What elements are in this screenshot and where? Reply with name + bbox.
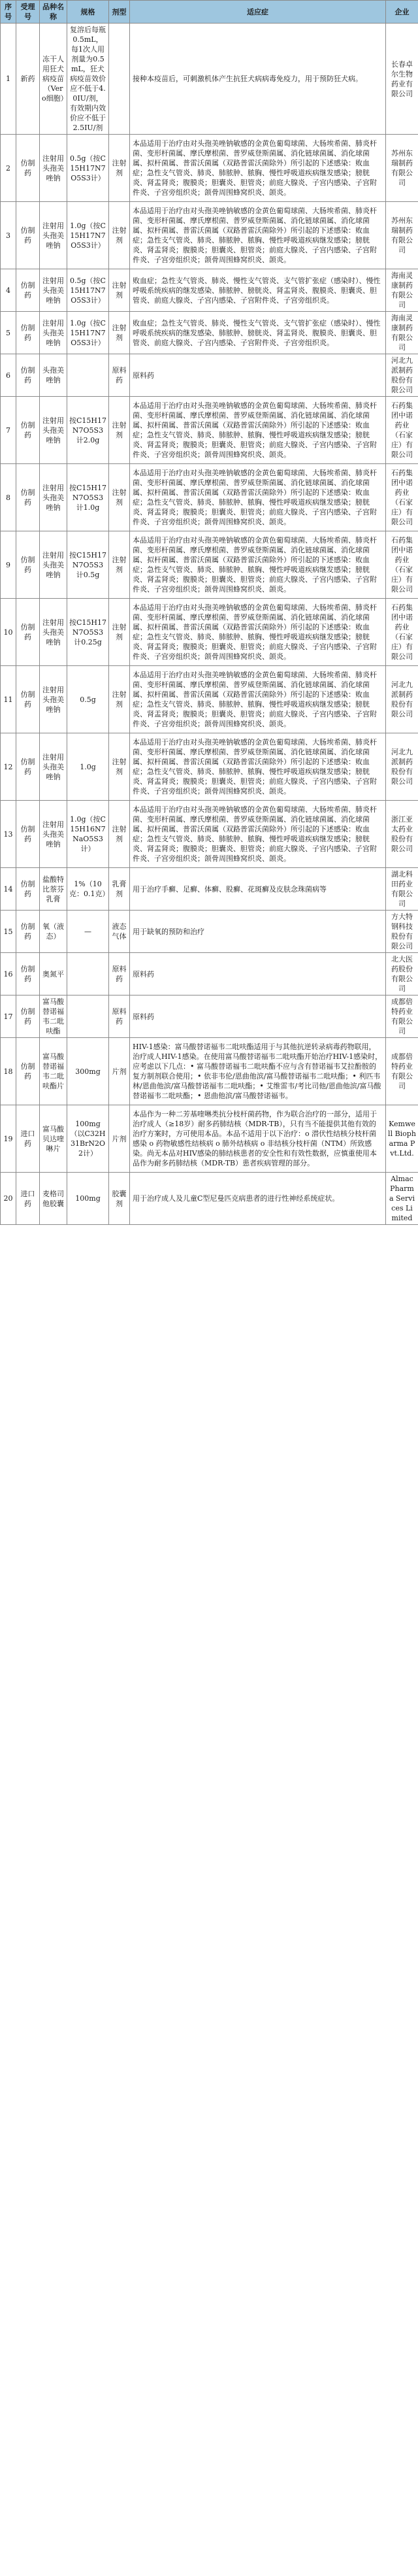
row-drug-name: 注射用头孢美唑钠 [40,202,67,269]
row-company: 石药集团中诺药业（石家庄）有限公司 [386,464,418,531]
row-number: 2 [1,135,16,202]
row-number: 5 [1,312,16,354]
row-drug-name: 奥氮平 [40,953,67,995]
row-dosage-form: 注射剂 [109,666,130,733]
row-type: 仿制药 [16,868,40,911]
row-indication: 本品适用于治疗由对头孢美唑钠敏感的金黄色葡萄球菌、大肠埃希菌、肺炎杆菌、变形杆菌属、摩氏摩根菌、普罗威登斯菌属、消化链球菌属、消化球菌属、拟杆菌属、普雷沃菌属（双路普雷沃菌除外）所引起的下述感染：败血症；急性支气管炎、肺炎、肺脓肿、脓胸、慢性呼吸道疾病继发感染；膀胱炎、肾盂肾炎；腹膜炎；胆囊炎、胆管炎；前庭大腺炎、子宫内感染、子宫附件炎、子宫旁组织炎；颌骨周围蜂窝织炎、颌炎。 [130,531,386,599]
row-company: 海南灵康制药有限公司 [386,312,418,354]
table-row [1,1105,418,1173]
row-indication: 败血症；急性支气管炎、肺炎、慢性支气管炎、支气管扩张症（感染时）、慢性呼吸系统疾病的继发感染、肺脓肿、膀胱炎、肾盂肾炎、腹膜炎、胆囊炎、胆管炎、前庭大腺炎、子宫内感染、子宫附件炎、子宫旁组织炎。 [130,312,386,354]
row-drug-name: 盐酸特比萘芬乳膏 [40,868,67,911]
row-drug-name: 富马酸替诺福韦二吡呋酯片 [40,1038,67,1105]
row-type: 仿制药 [16,354,40,397]
row-spec: 0.5g [67,666,109,733]
row-spec: 按C15H17N7O5S3计0.25g [67,599,109,666]
table-row [1,953,418,995]
row-drug-name: 注射用头孢美唑钠 [40,464,67,531]
row-drug-name: 注射用头孢美唑钠 [40,801,67,868]
row-dosage-form: 注射剂 [109,202,130,269]
row-drug-name: 注射用头孢美唑钠 [40,312,67,354]
row-indication: 败血症；急性支气管炎、肺炎、慢性支气管炎、支气管扩张症（感染时）、慢性呼吸系统疾病的继发感染、肺脓肿、膀胱炎、肾盂肾炎、腹膜炎、胆囊炎、胆管炎、前庭大腺炎、子宫内感染、子宫附件炎、子宫旁组织炎。 [130,269,386,312]
row-indication: 本品适用于治疗由对头孢美唑钠敏感的金黄色葡萄球菌、大肠埃希菌、肺炎杆菌、变形杆菌属、摩氏摩根菌、普罗威登斯菌属、消化链球菌属、消化球菌属、拟杆菌属、普雷沃菌属（双路普雷沃菌除外）所引起的下述感染：败血症；急性支气管炎、肺炎、肺脓肿、脓胸、慢性呼吸道疾病继发感染；膀胱炎、肾盂肾炎；腹膜炎；胆囊炎、胆管炎；前庭大腺炎、子宫内感染、子宫附件炎、子宫旁组织炎；颌骨周围蜂窝织炎、颌炎。 [130,202,386,269]
row-company: 石药集团中诺药业（石家庄）有限公司 [386,397,418,464]
table-row [1,269,418,312]
row-type: 仿制药 [16,464,40,531]
row-type: 仿制药 [16,312,40,354]
table-row [1,995,418,1038]
row-number: 18 [1,1038,16,1105]
row-company: 成都倍特药业有限公司 [386,1038,418,1105]
row-number: 20 [1,1173,16,1225]
row-type: 仿制药 [16,599,40,666]
row-spec: 按C15H17N7O5S3计2.0g [67,397,109,464]
row-number: 3 [1,202,16,269]
header-type: 受理号 [16,1,40,24]
row-company: 湖北科田药业有限公司 [386,868,418,911]
row-company: 河北九派制药股份有限公司 [386,666,418,733]
row-drug-name: 氧（液态） [40,911,67,953]
row-spec [67,995,109,1038]
row-dosage-form: 注射剂 [109,464,130,531]
row-dosage-form: 注射剂 [109,531,130,599]
row-spec: 0.5g（按C15H17N7O5S3计） [67,269,109,312]
row-company: 海南灵康制药有限公司 [386,269,418,312]
row-company: 长春卓尔生物药业有限公司 [386,24,418,135]
row-spec: 300mg [67,1038,109,1105]
row-number: 10 [1,599,16,666]
row-dosage-form: 注射剂 [109,269,130,312]
table-row [1,801,418,868]
row-type: 仿制药 [16,135,40,202]
row-drug-name: 富马酸替诺福韦二吡呋酯 [40,995,67,1038]
table-row [1,24,418,135]
row-indication: 用于治疗成人及儿童C型尼曼匹克病患者的进行性神经系统症状。 [130,1173,386,1225]
row-drug-name: 注射用头孢美唑钠 [40,397,67,464]
row-company: Almac Pharma Services Limited [386,1173,418,1225]
row-company: 苏州东瑞制药有限公司 [386,135,418,202]
row-spec: 1.0g（按C15H16N7NaO5S3计） [67,801,109,868]
row-dosage-form: 片剂 [109,1038,130,1105]
row-number: 8 [1,464,16,531]
row-company: 石药集团中诺药业（石家庄）有限公司 [386,531,418,599]
row-indication: 本品适用于治疗由对头孢美唑钠敏感的金黄色葡萄球菌、大肠埃希菌、肺炎杆菌、变形杆菌属、摩氏摩根菌、普罗威登斯菌属、消化链球菌属、消化球菌属、拟杆菌属、普雷沃菌属（双路普雷沃菌除外）所引起的下述感染：败血症；急性支气管炎、肺炎、肺脓肿、脓胸、慢性呼吸道疾病继发感染；膀胱炎、肾盂肾炎；腹膜炎；胆囊炎、胆管炎；前庭大腺炎、子宫内感染、子宫附件炎、子宫旁组织炎；颌骨周围蜂窝织炎、颌炎。 [130,135,386,202]
row-spec: 复溶后每瓶0.5mL，每1次人用剂量为0.5mL，狂犬病疫苗效价应不低于4.0IU/剂，有效期内效价应不低于2.5IU/剂 [67,24,109,135]
row-indication: 本品适用于治疗由对头孢美唑钠敏感的金黄色葡萄球菌、大肠埃希菌、肺炎杆菌、变形杆菌属、摩氏摩根菌、普罗威登斯菌属、消化链球菌属、消化球菌属、拟杆菌属、普雷沃菌属（双路普雷沃菌除外）所引起的下述感染：败血症；急性支气管炎、肺炎、肺脓肿、脓胸、慢性呼吸道疾病继发感染；膀胱炎、肾盂肾炎；腹膜炎；胆囊炎、胆管炎；前庭大腺炎、子宫内感染、子宫附件炎、子宫旁组织炎；颌骨周围蜂窝织炎、颌炎。 [130,733,386,801]
row-number: 14 [1,868,16,911]
row-spec: 100mg [67,1173,109,1225]
row-type: 仿制药 [16,202,40,269]
row-drug-name: 冻干人用狂犬病疫苗（Vero细胞） [40,24,67,135]
row-spec: 1%（10克：0.1克） [67,868,109,911]
row-type: 仿制药 [16,1038,40,1105]
row-type: 进口药 [16,1105,40,1173]
row-type: 进口药 [16,1173,40,1225]
row-number: 19 [1,1105,16,1173]
row-spec [67,953,109,995]
row-company: 河北九派制药股份有限公司 [386,733,418,801]
header-indication: 适应症 [130,1,386,24]
table-row [1,354,418,397]
table-row [1,202,418,269]
row-number: 4 [1,269,16,312]
row-drug-name: 注射用头孢美唑钠 [40,599,67,666]
row-number: 9 [1,531,16,599]
row-drug-name: 头孢美唑钠 [40,354,67,397]
row-drug-name: 注射用头孢美唑钠 [40,733,67,801]
row-type: 仿制药 [16,801,40,868]
row-number: 7 [1,397,16,464]
row-dosage-form: 注射剂 [109,135,130,202]
header-company: 企业 [386,1,418,24]
table-row [1,911,418,953]
row-drug-name: 注射用头孢美唑钠 [40,666,67,733]
row-indication: 用于缺氧的预防和治疗 [130,911,386,953]
table-row [1,312,418,354]
row-dosage-form: 原料药 [109,995,130,1038]
row-dosage-form: 注射剂 [109,312,130,354]
row-company: 浙江亚太药业股份有限公司 [386,801,418,868]
row-indication: 接种本疫苗后，可刺激机体产生抗狂犬病病毒免疫力，用于预防狂犬病。 [130,24,386,135]
row-company: 北大医药股份有限公司 [386,953,418,995]
row-spec: 按C15H17N7O5S3计0.5g [67,531,109,599]
row-dosage-form: 胶囊剂 [109,1173,130,1225]
row-spec: 1.0g（按C15H17N7O5S3计） [67,202,109,269]
row-number: 15 [1,911,16,953]
row-indication: 本品适用于治疗由对头孢美唑钠敏感的金黄色葡萄球菌、大肠埃希菌、肺炎杆菌、变形杆菌属、摩氏摩根菌、普罗威登斯菌属、消化链球菌属、消化球菌属、拟杆菌属、普雷沃菌属（双路普雷沃菌除外）所引起的下述感染：败血症；急性支气管炎、肺炎、肺脓肿、脓胸、慢性呼吸道疾病继发感染；膀胱炎、肾盂肾炎；腹膜炎；胆囊炎、胆管炎；前庭大腺炎、子宫内感染、子宫附件炎、子宫旁组织炎；颌骨周围蜂窝织炎、颌炎。 [130,666,386,733]
row-number: 11 [1,666,16,733]
row-number: 16 [1,953,16,995]
row-company: 河北九派制药股份有限公司 [386,354,418,397]
row-indication: 原料药 [130,995,386,1038]
row-company: 石药集团中诺药业（石家庄）有限公司 [386,599,418,666]
header-no: 序号 [1,1,16,24]
row-number: 13 [1,801,16,868]
table-row [1,531,418,599]
table-row [1,1038,418,1105]
row-dosage-form: 乳膏剂 [109,868,130,911]
row-dosage-form: 注射剂 [109,733,130,801]
row-spec: 1.0g（按C15H17N7O5S3计） [67,312,109,354]
row-indication: 本品适用于治疗由对头孢美唑钠敏感的金黄色葡萄球菌、大肠埃希菌、肺炎杆菌、变形杆菌属、摩氏摩根菌、普罗威登斯菌属、消化链球菌属、消化球菌属、拟杆菌属、普雷沃菌属（双路普雷沃菌除外）所引起的下述感染：败血症；急性支气管炎、肺炎、肺脓肿、脓胸、慢性呼吸道疾病继发感染；膀胱炎、肾盂肾炎；腹膜炎；胆囊炎、胆管炎；前庭大腺炎、子宫内感染、子宫附件炎、子宫旁组织炎；颌骨周围蜂窝织炎、颌炎。 [130,801,386,868]
row-number: 17 [1,995,16,1038]
header-row [1,1,418,24]
row-dosage-form: 注射剂 [109,801,130,868]
row-dosage-form: 原料药 [109,354,130,397]
row-company: Kemwell Biopharma Pvt.Ltd. [386,1105,418,1173]
row-type: 新药 [16,24,40,135]
table-row [1,599,418,666]
row-spec: 0.5g（按C15H17N7O5S3计） [67,135,109,202]
row-dosage-form: 原料药 [109,953,130,995]
row-dosage-form: 片剂 [109,1105,130,1173]
row-type: 仿制药 [16,531,40,599]
drug-approval-table [0,0,418,1225]
row-dosage-form: 注射剂 [109,397,130,464]
row-drug-name: 注射用头孢美唑钠 [40,531,67,599]
row-type: 仿制药 [16,733,40,801]
row-spec: 1.0g [67,733,109,801]
row-type: 仿制药 [16,397,40,464]
row-type: 仿制药 [16,953,40,995]
table-row [1,135,418,202]
table-row [1,666,418,733]
row-indication: HIV-1感染：富马酸替诺福韦二吡呋酯适用于与其他抗逆转录病毒药物联用，治疗成人HIV-1感染。在使用富马酸替诺福韦二吡呋酯开始治疗HIV-1感染时，应考虑以下几点：• 富马酸替诺福韦二吡呋酯不应与含有替诺福韦艾拉酚胺的复方制剂联合使用；• 依非韦伦/恩曲他滨/富马酸替诺福韦二吡呋酯；• 利匹韦林/恩曲他滨/富马酸替诺福韦二吡呋酯；• 艾维雷韦/考比司他/恩曲他滨/富马酸替诺福韦二吡呋酯；• 恩曲他滨/富马酸替诺福韦。 [130,1038,386,1105]
header-spec: 规格 [67,1,109,24]
row-type: 仿制药 [16,911,40,953]
row-company: 方大特钢科技股份有限公司 [386,911,418,953]
header-form: 剂型 [109,1,130,24]
row-company: 成都倍特药业有限公司 [386,995,418,1038]
row-type: 仿制药 [16,995,40,1038]
row-spec: 100mg（以C32H31BrN2O2计） [67,1105,109,1173]
table-row [1,1173,418,1225]
row-dosage-form: 注射剂 [109,599,130,666]
row-spec [67,354,109,397]
table-row [1,397,418,464]
row-indication: 本品作为一种二芳基喹啉类抗分枝杆菌药物，作为联合治疗的一部分，适用于治疗成人（≥18岁）耐多药肺结核（MDR-TB），只有当不能提供其他有效的治疗方案时，方可使用本品。本品不适用于以下治疗：o 潜伏性结核分枝杆菌感染 o 药物敏感性结核病 o 肺外结核病 o 非结核分枝杆菌（NTM）所致感染。尚无本品对HIV感染的肺结核患者的安全性和有效性数据，应慎重使用本品作为耐多药肺结核（MDR-TB）患者疾病管理的部分。 [130,1105,386,1173]
row-drug-name: 富马酸贝达喹啉片 [40,1105,67,1173]
row-drug-name: 注射用头孢美唑钠 [40,269,67,312]
row-type: 仿制药 [16,269,40,312]
row-indication: 原料药 [130,354,386,397]
row-indication: 用于治疗手癣、足癣、体癣、股癣、花斑癣及皮肤念珠菌病等 [130,868,386,911]
table-row [1,868,418,911]
row-number: 6 [1,354,16,397]
row-indication: 本品适用于治疗由对头孢美唑钠敏感的金黄色葡萄球菌、大肠埃希菌、肺炎杆菌、变形杆菌属、摩氏摩根菌、普罗威登斯菌属、消化链球菌属、消化球菌属、拟杆菌属、普雷沃菌属（双路普雷沃菌除外）所引起的下述感染：败血症；急性支气管炎、肺炎、肺脓肿、脓胸、慢性呼吸道疾病继发感染；膀胱炎、肾盂肾炎；腹膜炎；胆囊炎、胆管炎；前庭大腺炎、子宫内感染、子宫附件炎、子宫旁组织炎；颌骨周围蜂窝织炎、颌炎。 [130,464,386,531]
row-drug-name: 麦格司他胶囊 [40,1173,67,1225]
row-number: 12 [1,733,16,801]
row-indication: 本品适用于治疗由对头孢美唑钠敏感的金黄色葡萄球菌、大肠埃希菌、肺炎杆菌、变形杆菌属、摩氏摩根菌、普罗威登斯菌属、消化链球菌属、消化球菌属、拟杆菌属、普雷沃菌属（双路普雷沃菌除外）所引起的下述感染：败血症；急性支气管炎、肺炎、肺脓肿、脓胸、慢性呼吸道疾病继发感染；膀胱炎、肾盂肾炎；腹膜炎；胆囊炎、胆管炎；前庭大腺炎、子宫内感染、子宫附件炎、子宫旁组织炎；颌骨周围蜂窝织炎、颌炎。 [130,397,386,464]
header-name: 品种名称 [40,1,67,24]
row-dosage-form: 液态气体 [109,911,130,953]
row-indication: 本品适用于治疗由对头孢美唑钠敏感的金黄色葡萄球菌、大肠埃希菌、肺炎杆菌、变形杆菌属、摩氏摩根菌、普罗威登斯菌属、消化链球菌属、消化球菌属、拟杆菌属、普雷沃菌属（双路普雷沃菌除外）所引起的下述感染：败血症；急性支气管炎、肺炎、肺脓肿、脓胸、慢性呼吸道疾病继发感染；膀胱炎、肾盂肾炎；腹膜炎；胆囊炎、胆管炎；前庭大腺炎、子宫内感染、子宫附件炎、子宫旁组织炎；颌骨周围蜂窝织炎、颌炎。 [130,599,386,666]
row-number: 1 [1,24,16,135]
row-indication: 原料药 [130,953,386,995]
row-spec: 按C15H17N7O5S3计1.0g [67,464,109,531]
row-type: 仿制药 [16,666,40,733]
row-dosage-form [109,24,130,135]
row-spec: — [67,911,109,953]
table-row [1,464,418,531]
row-company: 苏州东瑞制药有限公司 [386,202,418,269]
row-drug-name: 注射用头孢美唑钠 [40,135,67,202]
table-row [1,733,418,801]
